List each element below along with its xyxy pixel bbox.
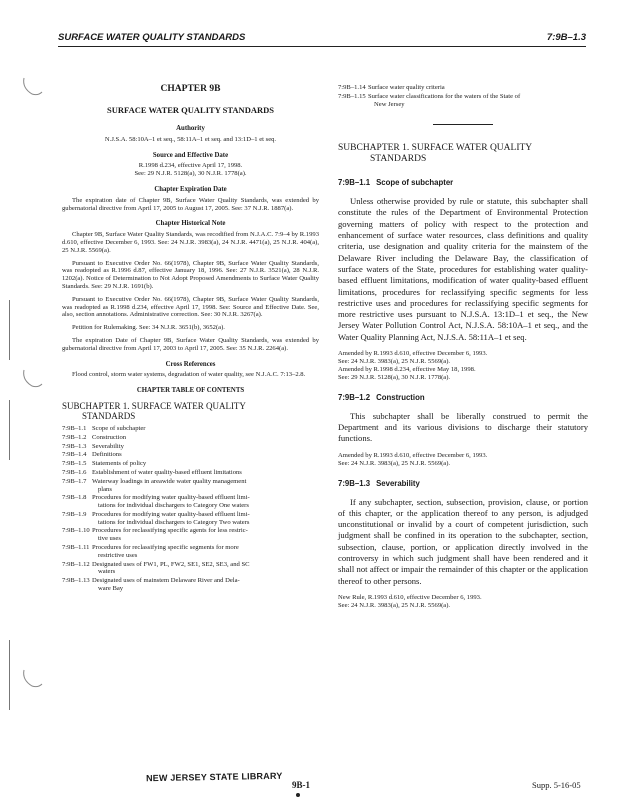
header-title: SURFACE WATER QUALITY STANDARDS: [58, 32, 246, 43]
toc-entry[interactable]: 7:9B–1.5 Statements of policy: [62, 460, 147, 468]
history-paragraph: Petition for Rulemaking. See: 34 N.J.R. 3651(b), 3652(a).: [72, 324, 225, 332]
punch-hole-mark-bottom: [18, 662, 48, 692]
chapter-title: SURFACE WATER QUALITY STANDARDS: [107, 105, 274, 115]
expiration-heading: Chapter Expiration Date: [154, 185, 227, 193]
toc-list: [62, 425, 319, 593]
history-paragraph: Pursuant to Executive Order No. 66(1978), Chapter 9B, Surface Water Quality Standards, was readopted as R.1998 d.234, effective April 17, 1998. See: Source and Effective Date. See, also, section annotations. Administrative correction. See: 30 N.J.R. 3267(a).: [62, 295, 319, 319]
punch-hole-mark-middle: [18, 362, 48, 392]
ink-dot: [296, 793, 300, 797]
authority-heading: Authority: [176, 125, 205, 132]
chapter-number: CHAPTER 9B: [160, 84, 221, 94]
section-body: If any subchapter, section, subsection, provision, clause, or portion of this chapter, or the application thereof to any person, is adjudged unconstitutional or invalid by a court of competent jurisdiction, such judgment shall be confined in its operation to the subchapter, section, subsection, clause, portion, or application directly involved in the controversy in which such judgment shall have been rendered and it shall not affect or impair the remainder of this chapter or the application thereof to other persons.: [338, 496, 588, 586]
source-line: See: 29 N.J.R. 5128(a), 30 N.J.R. 1778(a).: [134, 170, 247, 178]
section-history: Amended by R.1993 d.610, effective December 6, 1993. See: 24 N.J.R. 3983(a), 25 N.J.R. 5569(a).: [338, 451, 488, 467]
toc-entry[interactable]: 7:9B–1.7 Waterway loadings in areawide water quality management plans: [62, 477, 247, 493]
cross-references-text: Flood control, storm water systems, degradation of water quality, see N.J.A.C. 7:13–2.8.: [72, 371, 306, 379]
history-paragraph: Pursuant to Executive Order No. 66(1978), Chapter 9B, Surface Water Quality Standards, was readopted as R.1996 d.87, effective January 18, 1996. See: 27 N.J.R. 3521(a), 28 N.J.R. 1202(a). Notice of Determination to Not Adopt Proposed Amendments to Surface Water Quality Standards. See: 29 N.J.R. 1691(b).: [62, 259, 319, 290]
toc-heading: CHAPTER TABLE OF CONTENTS: [136, 387, 245, 395]
section-heading: 7:9B–1.1 Scope of subchapter: [338, 178, 454, 188]
authority-text: N.J.S.A. 58:10A–1 et seq., 58:11A–1 et seq. and 13:1D–1 et seq.: [104, 135, 277, 143]
toc-entry[interactable]: 7:9B–1.3 Severability: [62, 442, 124, 450]
supplement-date: Supp. 5-16-05: [532, 780, 581, 790]
toc-entry[interactable]: 7:9B–1.14 Surface water quality criteria: [338, 84, 445, 91]
section-body: This subchapter shall be liberally construed to permit the Department and its various divisions to discharge their statutory functions.: [338, 410, 588, 444]
header-section: 7:9B–1.3: [546, 32, 586, 43]
punch-hole-mark-top: [18, 70, 48, 100]
library-stamp: NEW JERSEY STATE LIBRARY: [145, 770, 283, 784]
section-divider: [433, 124, 493, 125]
cross-references-heading: Cross References: [165, 360, 216, 368]
toc-subchapter-title: [62, 401, 319, 421]
history-paragraph: The expiration Date of Chapter 9B, Surface Water Quality Standards, was extended by gubernatorial directive from April 17, 2003 to April 17, 2005. See: 35 N.J.R. 2264(a).: [62, 336, 319, 352]
section-history: Amended by R.1993 d.610, effective December 6, 1993. See: 24 N.J.R. 3983(a), 25 N.J.R. 5569(a). Amended by R.1998 d.234, effective May 18, 1998. See: 29 N.J.R. 5128(a), 30 N.J.R. 1778(a).: [338, 350, 488, 382]
toc-entry[interactable]: 7:9B–1.11 Procedures for reclassifying specific segments for more restrictive uses: [62, 544, 239, 559]
toc-entry[interactable]: 7:9B–1.6 Establishment of water quality-based effluent limitations: [62, 468, 242, 476]
source-line: R.1998 d.234, effective April 17, 1998.: [138, 162, 243, 170]
toc-entry[interactable]: 7:9B–1.13 Designated uses of mainstem Delaware River and Dela- ware Bay: [62, 577, 240, 593]
section-body: Unless otherwise provided by rule or statute, this subchapter shall constitute the rules of the Department of Environmental Protection governing matters of policy with respect to the protection and enhancement of surface water resources, class definitions and quality criteria, use designation and quality criteria for the mainstem of the Delaware River including the Delaware Bay, the classification of surface waters of the State, procedures for establishing water quality-based effluent limitations, modification of water quality-based effluent limitations, procedures for reclassifying specific segments for less restrictive uses and procedures for reclassifying specific segments for more restrictive uses pursuant to N.J.S.A. 13:1D–1 et seq., the New Jersey Water Pollution Control Act, N.J.S.A. 58:10A–1 et seq., and the Water Quality Planning Act, N.J.S.A. 58:11A–1 et seq.: [338, 196, 588, 342]
margin-line: [9, 640, 10, 710]
source-heading: Source and Effective Date: [152, 151, 229, 159]
toc-entry[interactable]: 7:9B–1.12 Designated uses of FW1, PL, FW2, SE1, SE2, SE3, and SC waters: [62, 560, 250, 576]
page-number: 9B-1: [292, 780, 310, 790]
margin-line: [9, 300, 10, 360]
margin-line: [9, 400, 10, 460]
subchapter-title-line: SUBCHAPTER 1. SURFACE WATER QUALITY: [338, 143, 533, 154]
subchapter-title-line: STANDARDS: [370, 154, 427, 165]
toc-entry[interactable]: 7:9B–1.1 Scope of subchapter: [62, 424, 146, 432]
expiration-text: The expiration date of Chapter 9B, Surface Water Quality Standards, was extended by gubernatorial directive from April 17, 2005 to August 17, 2005. See: 37 N.J.R. 1887(a).: [62, 196, 319, 212]
toc-entry[interactable]: 7:9B–1.10 Procedures for reclassifying specific agents for less restric- tive uses: [62, 527, 248, 543]
history-heading: Chapter Historical Note: [155, 220, 226, 228]
section-history: New Rule, R.1993 d.610, effective December 6, 1993. See: 24 N.J.R. 3983(a), 25 N.J.R. 5569(a).: [338, 593, 482, 609]
history-paragraph: Chapter 9B, Surface Water Quality Standards, was recodified from N.J.A.C. 7:9–4 by R.1993 d.610, effective December 6, 1993. See: 24 N.J.R. 3983(a), 24 N.J.R. 4471(a), 25 N.J.R. 404(a), 25 N.J.R. 5569(a).: [62, 231, 319, 254]
toc-entry[interactable]: 7:9B–1.4 Definitions: [62, 451, 122, 459]
section-heading: 7:9B–1.2 Construction: [338, 393, 425, 403]
right-column: [338, 84, 588, 622]
toc-entry[interactable]: 7:9B–1.8 Procedures for modifying water quality-based effluent limi- tations for individual dischargers to Category One waters: [62, 494, 250, 510]
subchapter-title: [338, 143, 588, 165]
toc-subchapter-line: STANDARDS: [82, 410, 136, 421]
section-heading: 7:9B–1.3 Severability: [338, 478, 420, 488]
toc-entry[interactable]: 7:9B–1.9 Procedures for modifying water quality-based effluent limi- tations for individual dischargers to Category Two waters: [62, 510, 250, 526]
toc-entry[interactable]: 7:9B–1.2 Construction: [62, 433, 127, 441]
toc-entry[interactable]: 7:9B–1.15 Surface water classifications for the waters of the State of New Jersey: [338, 92, 521, 108]
left-column: [62, 84, 319, 594]
toc-subchapter-line: SUBCHAPTER 1. SURFACE WATER QUALITY: [62, 400, 246, 411]
toc-list-continued: [338, 84, 588, 108]
running-header: [58, 32, 586, 47]
